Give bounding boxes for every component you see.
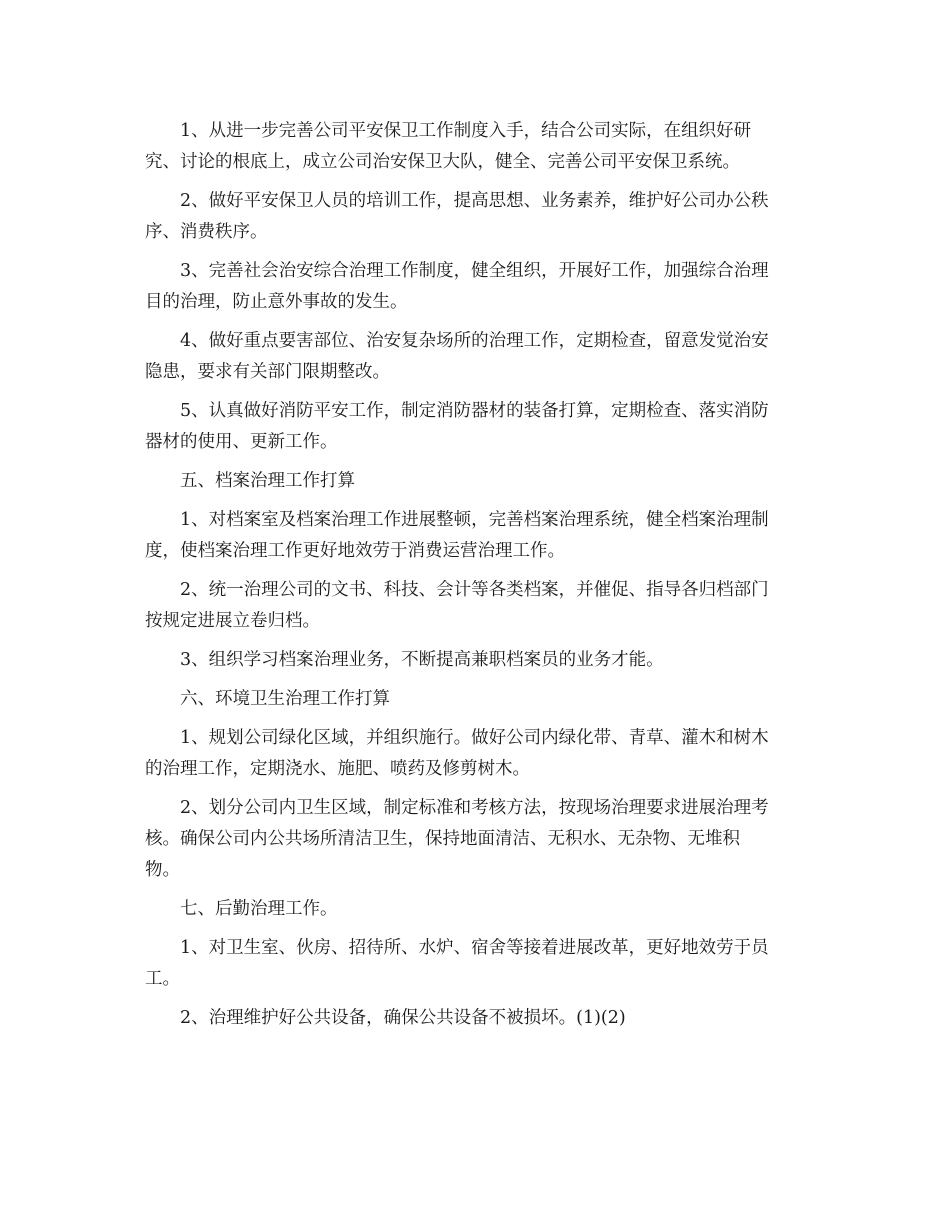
text-line: 2、划分公司内卫生区域，制定标准和考核方法，按现场治理要求进展治理考 xyxy=(180,798,769,818)
paragraph-security-1 xyxy=(145,116,810,178)
text-line: 2、统一治理公司的文书、科技、会计等各类档案，并催促、指导各归档部门 xyxy=(180,580,769,600)
paragraph-security-2 xyxy=(145,186,810,248)
text-line: 3、组织学习档案治理业务，不断提高兼职档案员的业务才能。 xyxy=(180,650,664,670)
heading-text: 七、后勤治理工作。 xyxy=(180,899,338,919)
paragraph-archives-3 xyxy=(145,645,810,676)
text-line: 2、治理维护好公共设备，确保公共设备不被损坏。(1)(2) xyxy=(180,1008,626,1028)
section-heading-environment xyxy=(145,684,810,715)
paragraph-logistics-2 xyxy=(145,1003,810,1034)
text-line: 目的治理，防止意外事故的发生。 xyxy=(145,292,408,312)
text-line: 1、对档案室及档案治理工作进展整顿，完善档案治理系统，健全档案治理制 xyxy=(180,510,769,530)
paragraph-security-3 xyxy=(145,256,810,318)
text-line: 3、完善社会治安综合治理工作制度，健全组织，开展好工作，加强综合治理 xyxy=(180,261,769,281)
paragraph-environment-2 xyxy=(145,793,810,886)
text-line: 1、从进一步完善公司平安保卫工作制度入手，结合公司实际，在组织好研 xyxy=(180,121,752,141)
text-line: 5、认真做好消防平安工作，制定消防器材的装备打算，定期检查、落实消防 xyxy=(180,401,769,421)
text-line: 究、讨论的根底上，成立公司治安保卫大队，健全、完善公司平安保卫系统。 xyxy=(145,152,740,172)
text-line: 度，使档案治理工作更好地效劳于消费运营治理工作。 xyxy=(145,541,565,561)
paragraph-logistics-1 xyxy=(145,933,810,995)
text-line: 按规定进展立卷归档。 xyxy=(145,611,320,631)
text-line: 1、对卫生室、伙房、招待所、水炉、宿舍等接着进展改革，更好地效劳于员 xyxy=(180,938,769,958)
paragraph-archives-2 xyxy=(145,575,810,637)
text-line: 4、做好重点要害部位、治安复杂场所的治理工作，定期检查，留意发觉治安 xyxy=(180,331,769,351)
text-line: 序、消费秩序。 xyxy=(145,222,268,242)
text-line: 1、规划公司绿化区域，并组织施行。做好公司内绿化带、青草、灌木和树木 xyxy=(180,728,769,748)
paragraph-security-4 xyxy=(145,326,810,388)
document-body xyxy=(145,116,810,1042)
text-line: 工。 xyxy=(145,969,180,989)
text-line: 物。 xyxy=(145,860,180,880)
paragraph-environment-1 xyxy=(145,723,810,785)
text-line: 隐患，要求有关部门限期整改。 xyxy=(145,362,390,382)
text-line: 2、做好平安保卫人员的培训工作，提高思想、业务素养，维护好公司办公秩 xyxy=(180,191,769,211)
section-heading-logistics xyxy=(145,894,810,925)
heading-text: 五、档案治理工作打算 xyxy=(180,471,355,491)
text-line: 的治理工作，定期浇水、施肥、喷药及修剪树木。 xyxy=(145,759,530,779)
text-line: 器材的使用、更新工作。 xyxy=(145,432,338,452)
text-line: 核。确保公司内公共场所清洁卫生，保持地面清洁、无积水、无杂物、无堆积 xyxy=(145,829,740,849)
section-heading-archives xyxy=(145,466,810,497)
paragraph-archives-1 xyxy=(145,505,810,567)
heading-text: 六、环境卫生治理工作打算 xyxy=(180,689,390,709)
paragraph-security-5 xyxy=(145,396,810,458)
